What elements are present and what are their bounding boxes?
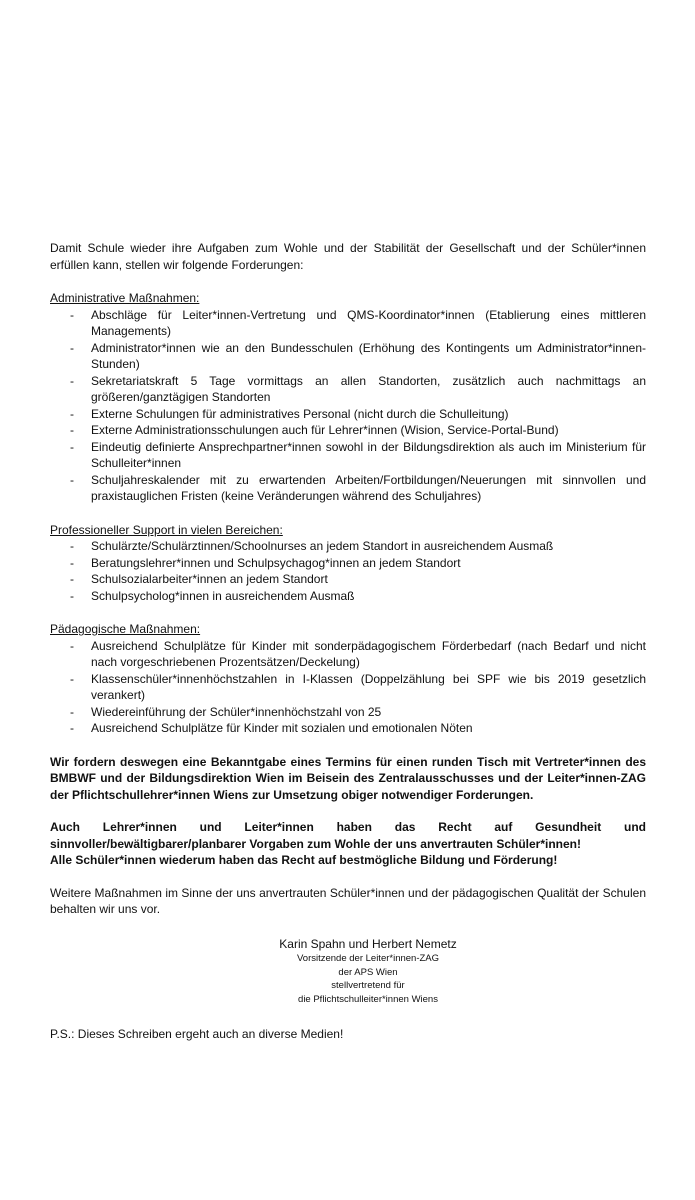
list-item-text: Sekretariatskraft 5 Tage vormittags an allen Standorten, zusätzlich auch nachmittags an größeren/ganztägigen Standorten bbox=[91, 373, 646, 404]
item-list bbox=[50, 538, 646, 604]
list-dash: - bbox=[70, 423, 74, 437]
letter-page bbox=[50, 240, 646, 1043]
list-item-text: Ausreichend Schulplätze für Kinder mit sonderpädagogischem Förderbedarf (nach Bedarf und nicht nach vorgeschriebenen Prozentsätzen/Deckelung) bbox=[91, 638, 646, 669]
list-dash: - bbox=[70, 406, 74, 421]
signature-block bbox=[50, 936, 646, 1007]
list-item-text: Schulsozialarbeiter*innen an jedem Standort bbox=[91, 572, 328, 586]
list-dash: - bbox=[70, 439, 74, 454]
section-pedagogical bbox=[50, 621, 646, 737]
list-dash: - bbox=[70, 721, 74, 735]
list-item bbox=[50, 588, 646, 605]
list-item bbox=[50, 538, 646, 555]
list-dash: - bbox=[70, 588, 74, 603]
list-item bbox=[50, 307, 646, 340]
list-item bbox=[50, 373, 646, 406]
rights-students: Alle Schüler*innen wiederum haben das Recht auf bestmögliche Bildung und Förderung! bbox=[50, 853, 558, 867]
section-heading: Professioneller Support in vielen Bereichen: bbox=[50, 522, 283, 537]
section-support bbox=[50, 522, 646, 605]
list-item-text: Klassenschüler*innenhöchstzahlen in I-Klassen (Doppelzählung bei SPF wie bis 2019 gesetzlich verankert) bbox=[91, 671, 646, 702]
list-item bbox=[50, 555, 646, 572]
list-dash: - bbox=[70, 307, 74, 322]
list-dash: - bbox=[70, 340, 74, 355]
signatory-role-line: Vorsitzende der Leiter*innen-ZAG bbox=[296, 953, 440, 964]
list-dash: - bbox=[70, 638, 74, 653]
item-list bbox=[50, 638, 646, 737]
list-item-text: Schulpsycholog*innen in ausreichendem Ausmaß bbox=[91, 588, 355, 603]
list-dash: - bbox=[70, 472, 74, 487]
list-item-text: Abschläge für Leiter*innen-Vertretung und QMS-Koordinator*innen (Etablierung eines mittleren Managements) bbox=[91, 307, 646, 338]
intro-paragraph: Damit Schule wieder ihre Aufgaben zum Wohle und der Stabilität der Gesellschaft und der Schüler*innen erfüllen kann, stellen wir folgende Forderungen: bbox=[50, 241, 646, 272]
list-item-text: Eindeutig definierte Ansprechpartner*innen sowohl in der Bildungsdirektion als auch im Ministerium für Schulleiter*innen bbox=[91, 439, 646, 470]
list-item bbox=[50, 638, 646, 671]
list-dash: - bbox=[70, 539, 74, 553]
list-dash: - bbox=[70, 572, 74, 586]
signatory-role-line: der APS Wien bbox=[338, 966, 398, 978]
list-item bbox=[50, 571, 646, 588]
signatory-role-line: die Pflichtschulleiter*innen Wiens bbox=[298, 993, 438, 1005]
list-item bbox=[50, 704, 646, 721]
list-dash: - bbox=[70, 671, 74, 686]
rights-block bbox=[50, 819, 646, 869]
list-dash: - bbox=[70, 704, 74, 719]
item-list bbox=[50, 307, 646, 505]
list-item bbox=[50, 439, 646, 472]
list-item-text: Schuljahreskalender mit zu erwartenden Arbeiten/Fortbildungen/Neuerungen mit sinnvollen und praxistauglichen Fristen (keine Veränderungen während des Schuljahres) bbox=[91, 472, 646, 503]
list-item-text: Externe Schulungen für administratives Personal (nicht durch die Schulleitung) bbox=[91, 406, 509, 421]
list-item-text: Externe Administrationsschulungen auch für Lehrer*innen (Wision, Service-Portal-Bund) bbox=[91, 423, 559, 437]
list-dash: - bbox=[70, 555, 74, 570]
list-item bbox=[50, 406, 646, 423]
further-measures: Weitere Maßnahmen im Sinne der uns anvertrauten Schüler*innen und der pädagogischen Qualität der Schulen behalten wir uns vor. bbox=[50, 885, 646, 916]
list-item bbox=[50, 720, 646, 737]
list-item-text: Wiedereinführung der Schüler*innenhöchstzahl von 25 bbox=[91, 704, 382, 719]
signatory-role-line: stellvertretend für bbox=[331, 980, 405, 991]
section-heading: Pädagogische Maßnahmen: bbox=[50, 622, 201, 636]
list-item-text: Administrator*innen wie an den Bundesschulen (Erhöhung des Kontingents um Administrator*innen-Stunden) bbox=[91, 340, 646, 371]
postscript: P.S.: Dieses Schreiben ergeht auch an diverse Medien! bbox=[50, 1027, 344, 1041]
list-item bbox=[50, 340, 646, 373]
list-dash: - bbox=[70, 373, 74, 388]
section-administrative bbox=[50, 290, 646, 505]
signatory-names: Karin Spahn und Herbert Nemetz bbox=[279, 936, 457, 951]
list-item-text: Beratungslehrer*innen und Schulpsychagog*innen an jedem Standort bbox=[91, 555, 461, 570]
list-item bbox=[50, 472, 646, 505]
list-item bbox=[50, 422, 646, 439]
section-heading: Administrative Maßnahmen: bbox=[50, 291, 200, 305]
demand-paragraph: Wir fordern deswegen eine Bekanntgabe eines Termins für einen runden Tisch mit Vertreter*innen des BMBWF und der Bildungsdirektion Wien im Beisein des Zentralausschusses und der Leiter*innen-ZAG der Pflichtschullehrer*innen Wiens zur Umsetzung obiger notwendiger Forderungen. bbox=[50, 754, 646, 802]
rights-teachers: Auch Lehrer*innen und Leiter*innen haben das Recht auf Gesundheit und sinnvoller/bewältigbarer/planbarer Vorgaben zum Wohle der uns anvertrauten Schüler*innen! bbox=[50, 820, 646, 851]
list-item-text: Ausreichend Schulplätze für Kinder mit sozialen und emotionalen Nöten bbox=[91, 721, 473, 735]
list-item bbox=[50, 671, 646, 704]
list-item-text: Schulärzte/Schulärztinnen/Schoolnurses an jedem Standort in ausreichendem Ausmaß bbox=[91, 539, 554, 553]
